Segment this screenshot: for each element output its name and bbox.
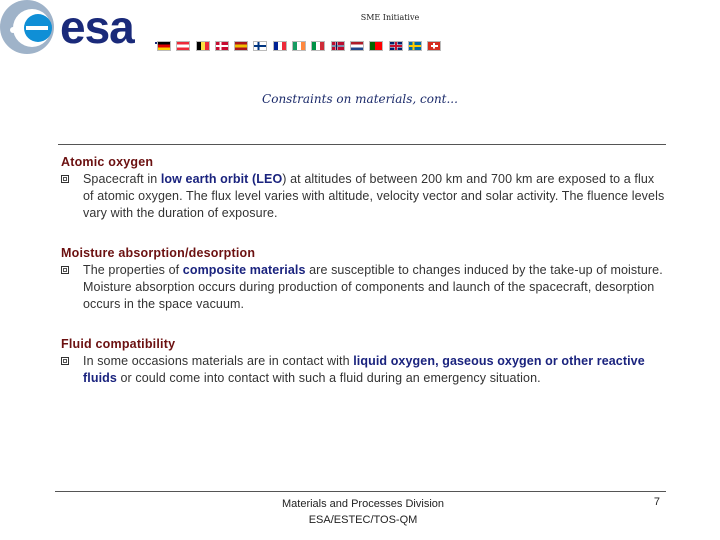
flag-denmark-icon [215,41,229,51]
text-run: The properties of [83,263,183,277]
esa-logo [0,0,165,58]
text-run: Spacecraft in [83,172,161,186]
flag-netherlands-icon [350,41,364,51]
footer-department: ESA/ESTEC/TOS-QM [308,514,418,526]
section-moisture [61,245,666,313]
emphasis-text: liquid oxygen, gaseous oxygen or other reactive fluids [83,354,645,385]
bullet-text [83,262,666,313]
bullet-item [61,262,666,313]
footer-division: Materials and Processes Division [281,498,444,510]
emphasis-text: low earth orbit (LEO [160,172,283,186]
bullet-item [61,353,666,387]
slide-content [61,154,666,410]
checkbox-bullet-icon [61,357,69,365]
checkbox-bullet-icon [61,266,69,274]
flag-ireland-icon [292,41,306,51]
section-heading: Atomic oxygen [61,155,154,169]
text-run: or could come into contact with such a fluid during an emergency situation. [116,371,541,385]
logo-text: esa [60,1,134,53]
text-run: ) at altitudes of between 200 km and 700 km are exposed to a flux of atomic oxygen. The flux level varies with altitude, velocity vector and solar activity. The fluence levels vary with the duration of exposure. [83,172,665,220]
flag-france-icon [273,41,287,51]
flag-sweden-icon [408,41,422,51]
text-run: In some occasions materials are in contact with [83,354,354,368]
checkbox-bullet-icon [61,175,69,183]
footer [240,496,486,528]
flag-switzerland-icon [427,41,441,51]
bottom-divider [55,491,666,492]
page-number: 7 [653,496,660,508]
section-fluid-compatibility [61,336,666,387]
flag-united-kingdom-icon [389,41,403,51]
flag-italy-icon [311,41,325,51]
flag-norway-icon [331,41,345,51]
bullet-item [61,171,666,222]
text-run: are susceptible to changes induced by the take-up of moisture. Moisture absorption occurs during production of components and launch of the spacecraft, desorption occurs in the space vacuum. [83,263,663,311]
slide-title: Constraints on materials, cont... [262,92,458,106]
bullet-text [83,171,666,222]
bullet-text [83,353,666,387]
flag-spain-icon [234,41,248,51]
section-heading: Moisture absorption/desorption [61,246,256,260]
flag-finland-icon [253,41,267,51]
flag-belgium-icon [196,41,210,51]
emphasis-text: composite materials [182,263,306,277]
flag-row [157,41,446,53]
section-heading: Fluid compatibility [61,337,176,351]
top-divider [58,144,666,145]
flag-austria-icon [176,41,190,51]
flag-germany-icon [157,41,171,51]
initiative-label: SME Initiative [360,13,420,22]
flag-portugal-icon [369,41,383,51]
section-atomic-oxygen [61,154,666,222]
